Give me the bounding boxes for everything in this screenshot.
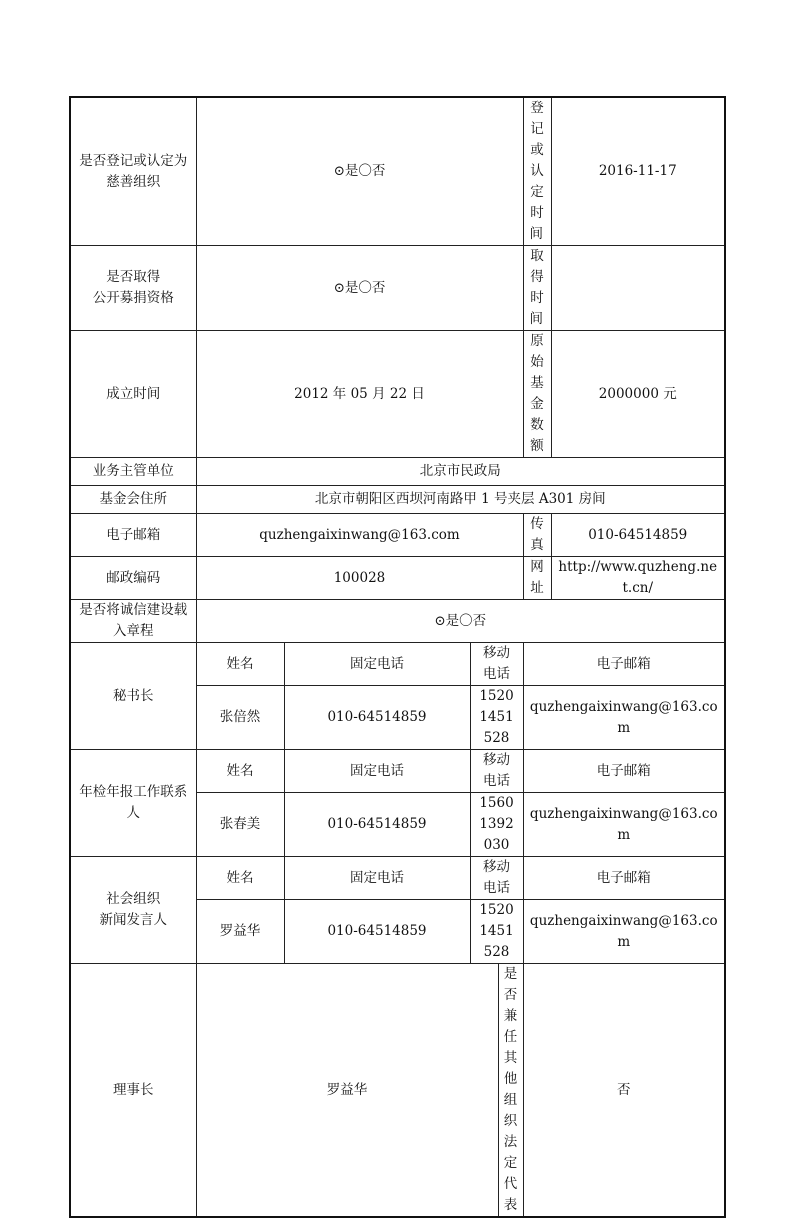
supervisor-value: 北京市民政局 xyxy=(196,458,725,486)
postal-label: 邮政编码 xyxy=(70,557,196,600)
integrity-label: 是否将诚信建设载入章程 xyxy=(70,600,196,643)
annual-contact-email: quzhengaixinwang@163.com xyxy=(523,793,725,857)
fundraising-radio[interactable]: ⊙是〇否 xyxy=(196,246,523,331)
fund-amount: 2000000 元 xyxy=(551,331,725,458)
header-email: 电子邮箱 xyxy=(523,643,725,686)
fax-value: 010-64514859 xyxy=(551,514,725,557)
fundraising-label-line1: 是否取得 xyxy=(106,269,161,285)
spokesperson-phone: 010-64514859 xyxy=(284,900,470,964)
secretary-mobile: 15201451528 xyxy=(470,686,523,750)
secretary-label: 秘书长 xyxy=(70,643,196,750)
secretary-phone: 010-64514859 xyxy=(284,686,470,750)
fundraising-label-line2: 公开募捐资格 xyxy=(92,290,174,306)
postal-value: 100028 xyxy=(196,557,523,600)
secretary-email: quzhengaixinwang@163.com xyxy=(523,686,725,750)
fund-label: 原始基金数额 xyxy=(523,331,551,458)
charity-date-label: 登记或认定时间 xyxy=(523,97,551,246)
header-mobile: 移动电话 xyxy=(470,750,523,793)
spokesperson-label-line1: 社会组织 xyxy=(106,891,161,907)
annual-contact-label: 年检年报工作联系人 xyxy=(70,750,196,857)
header-email: 电子邮箱 xyxy=(523,750,725,793)
email-label: 电子邮箱 xyxy=(70,514,196,557)
header-name: 姓名 xyxy=(196,750,284,793)
charity-label: 是否登记或认定为慈善组织 xyxy=(70,97,196,246)
spokesperson-label-line2: 新闻发言人 xyxy=(99,912,167,928)
web-label: 网址 xyxy=(523,557,551,600)
address-value: 北京市朝阳区西坝河南路甲 1 号夹层 A301 房间 xyxy=(196,486,725,514)
annual-contact-mobile: 15601392030 xyxy=(470,793,523,857)
header-mobile: 移动电话 xyxy=(470,857,523,900)
spokesperson-label xyxy=(70,857,196,964)
spokesperson-mobile: 15201451528 xyxy=(470,900,523,964)
header-name: 姓名 xyxy=(196,643,284,686)
info-table xyxy=(69,96,726,1218)
address-label: 基金会住所 xyxy=(70,486,196,514)
spokesperson-email: quzhengaixinwang@163.com xyxy=(523,900,725,964)
concurrent-value: 否 xyxy=(523,964,725,1218)
fundraising-date xyxy=(551,246,725,331)
annual-contact-name: 张春美 xyxy=(196,793,284,857)
fax-label: 传真 xyxy=(523,514,551,557)
charity-radio[interactable]: ⊙是〇否 xyxy=(196,97,523,246)
header-name: 姓名 xyxy=(196,857,284,900)
fundraising-label xyxy=(70,246,196,331)
email-value: quzhengaixinwang@163.com xyxy=(196,514,523,557)
charity-date: 2016-11-17 xyxy=(551,97,725,246)
header-phone: 固定电话 xyxy=(284,643,470,686)
concurrent-label: 是否兼任其他组织法定代表 xyxy=(498,964,523,1218)
supervisor-label: 业务主管单位 xyxy=(70,458,196,486)
header-phone: 固定电话 xyxy=(284,857,470,900)
web-value[interactable]: http://www.quzheng.net.cn/ xyxy=(551,557,725,600)
fundraising-date-label: 取得时间 xyxy=(523,246,551,331)
chairman-label: 理事长 xyxy=(70,964,196,1218)
chairman-name: 罗益华 xyxy=(196,964,498,1218)
header-email: 电子邮箱 xyxy=(523,857,725,900)
registration-form xyxy=(69,96,724,1213)
established-date: 2012 年 05 月 22 日 xyxy=(196,331,523,458)
integrity-radio[interactable]: ⊙是〇否 xyxy=(196,600,725,643)
secretary-name: 张倍然 xyxy=(196,686,284,750)
header-mobile: 移动电话 xyxy=(470,643,523,686)
annual-contact-phone: 010-64514859 xyxy=(284,793,470,857)
established-label: 成立时间 xyxy=(70,331,196,458)
spokesperson-name: 罗益华 xyxy=(196,900,284,964)
header-phone: 固定电话 xyxy=(284,750,470,793)
